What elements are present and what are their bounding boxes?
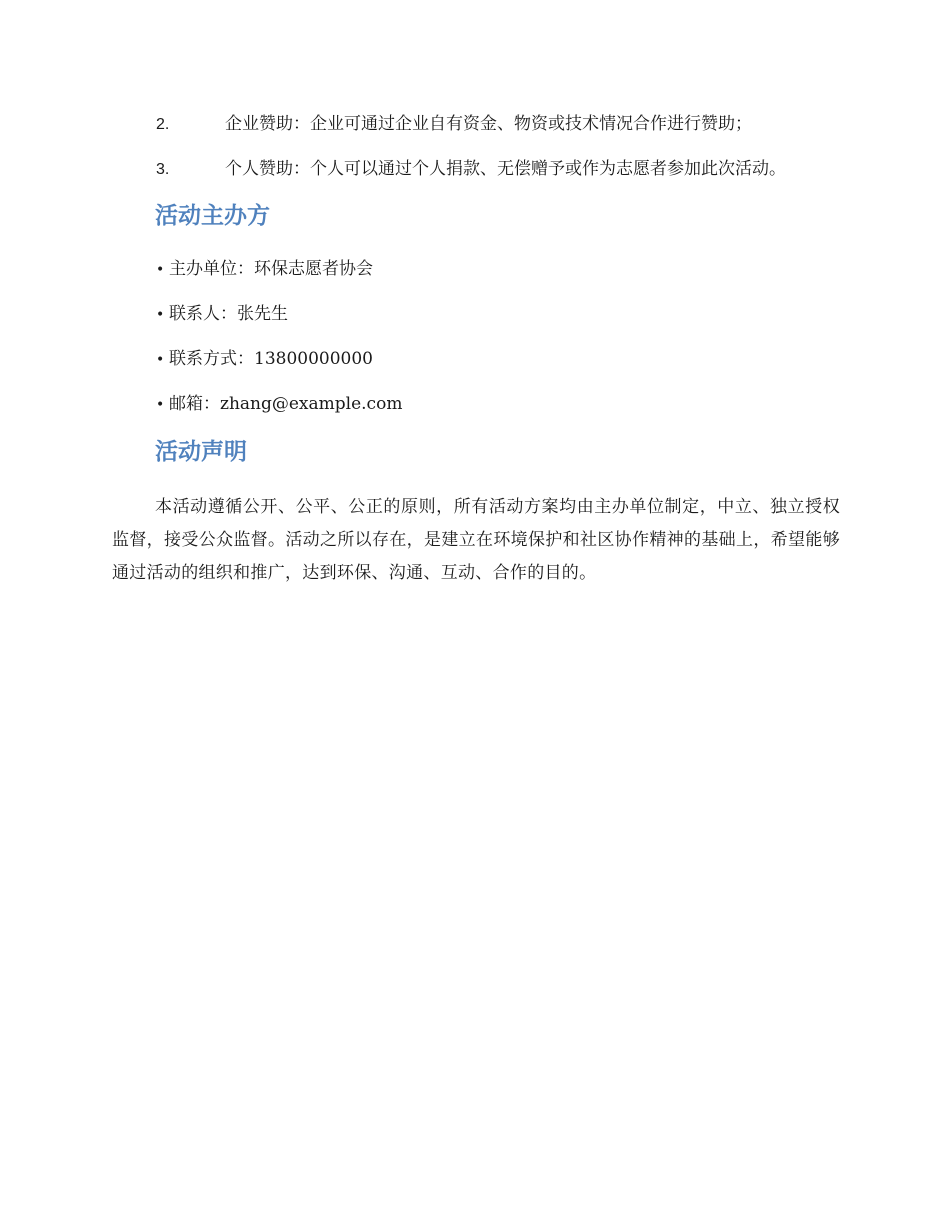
organizer-item-email <box>156 392 402 417</box>
bullet-icon: • <box>156 262 165 278</box>
statement-paragraph: 本活动遵循公开、公平、公正的原则，所有活动方案均由主办单位制定，中立、独立授权监督，接受公众监督。活动之所以存在，是建立在环境保护和社区协作精神的基础上，希望能够通过活动的组织和推广，达到环保、沟通、互动、合作的目的。 <box>112 497 840 583</box>
bullet-icon: • <box>156 307 165 323</box>
section-heading-statement: 活动声明 <box>155 439 247 465</box>
section-heading-organizer: 活动主办方 <box>155 203 270 229</box>
organizer-item-phone <box>156 347 373 372</box>
bullet-icon: • <box>156 352 165 368</box>
organizer-item-text: 联系方式：13800000000 <box>169 349 373 369</box>
organizer-item-text: 邮箱：zhang@example.com <box>169 394 403 414</box>
bullet-icon: • <box>156 397 165 413</box>
list-item-text: 企业赞助：企业可通过企业自有资金、物资或技术情况合作进行赞助； <box>225 114 752 134</box>
list-item-corporate-sponsorship <box>156 112 752 136</box>
list-item-text: 个人赞助：个人可以通过个人捐款、无偿赠予或作为志愿者参加此次活动。 <box>225 159 786 179</box>
list-number: 3. <box>156 161 170 178</box>
organizer-item-host <box>156 257 373 282</box>
list-number: 2. <box>156 116 170 133</box>
organizer-item-contact-person <box>156 302 288 327</box>
list-item-individual-sponsorship <box>156 157 786 181</box>
organizer-item-text: 联系人：张先生 <box>169 304 288 324</box>
organizer-item-text: 主办单位：环保志愿者协会 <box>169 259 373 279</box>
